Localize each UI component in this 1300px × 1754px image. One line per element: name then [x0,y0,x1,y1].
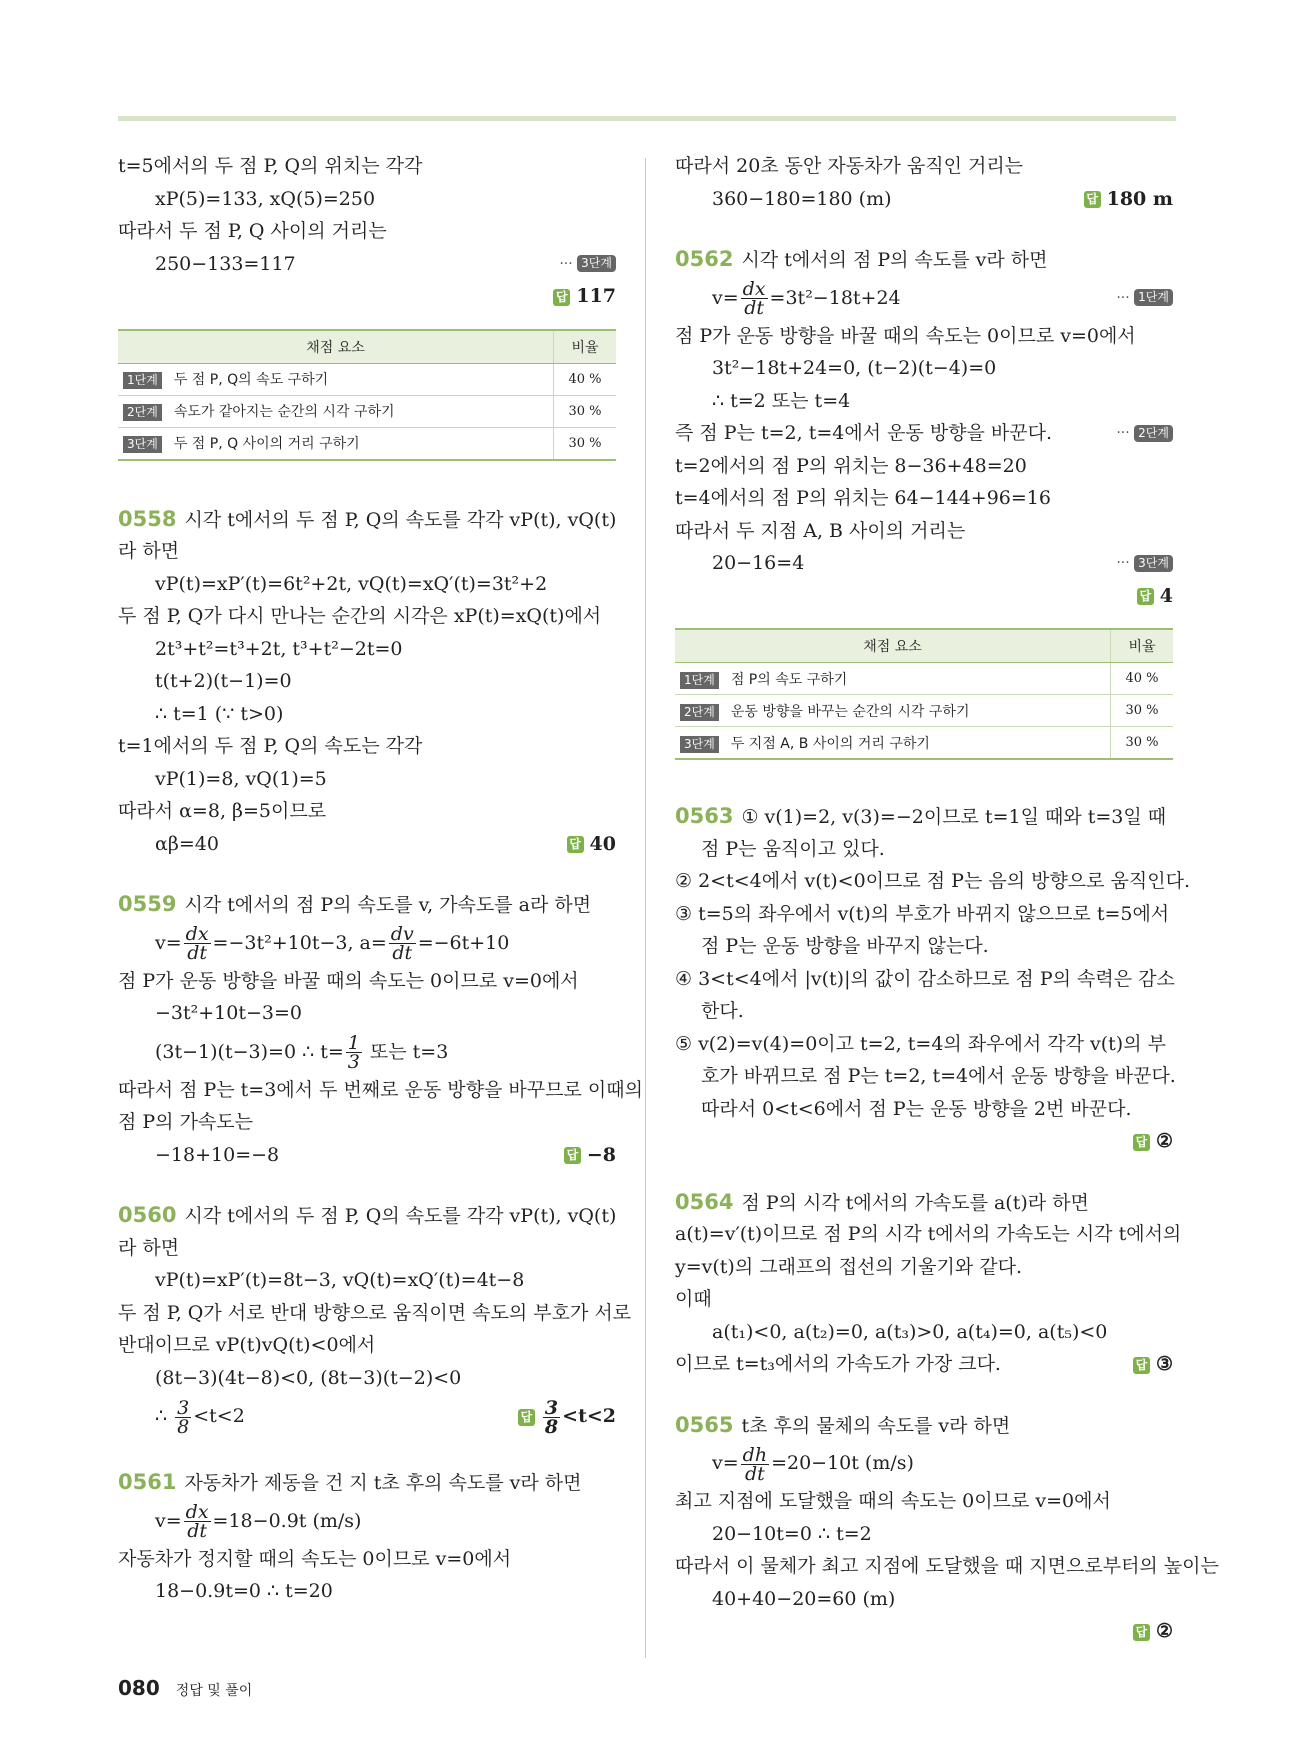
ratio: 30 % [554,395,617,427]
numerator: dh [742,1443,768,1466]
text-line: 호가 바뀌므로 점 P는 t=2, t=4에서 운동 방향을 바꾼다. [701,1065,1176,1087]
problem-562-heading [675,243,1173,276]
math-line [118,1394,616,1438]
denominator: 8 [544,1415,559,1438]
math-line [675,276,1173,320]
table-header [675,629,1173,663]
math-text: ∴ [155,1405,174,1427]
text-line: 따라서 이 물체가 최고 지점에 도달했을 때 지면으로부터의 높이는 [675,1555,1219,1577]
denominator: 3 [347,1051,360,1073]
problem-564-heading [675,1186,1173,1219]
answer-564 [1133,1348,1173,1381]
answer-563 [1133,1125,1173,1158]
problem-number: 0560 [118,1203,177,1227]
text-line: t=2에서의 점 P의 위치는 8−36+48=20 [675,454,1027,477]
problem-number: 0561 [118,1470,177,1494]
text-line: 라 하면 [118,540,180,562]
text-line: 반대이므로 vP(t)vQ(t)<0에서 [118,1334,376,1356]
problem-number: 0559 [118,892,177,916]
problem-563-heading [675,800,1173,833]
criterion: 두 지점 A, B 사이의 거리 구하기 [730,735,930,752]
fraction [741,1443,769,1485]
numerator: 1 [347,1032,360,1054]
text: 즉 점 P는 t=2, t=4에서 운동 방향을 바꾼다. [675,422,1053,444]
step-badge: 2단계 [123,404,162,421]
text-line: 자동차가 정지할 때의 속도는 0이므로 v=0에서 [118,1547,512,1570]
text-line: 두 점 P, Q가 서로 반대 방향으로 움직이면 속도의 부호가 서로 [118,1301,632,1324]
problem-560-heading [118,1199,616,1232]
table-row [118,427,616,460]
step-badge: 1단계 [123,372,162,389]
table-row [675,663,1173,695]
math-text: 20−16=4 [712,552,805,574]
step-marker: ··· 1단계 [1116,276,1173,320]
page-footer [118,1676,252,1700]
denominator: dt [187,1520,207,1542]
step-marker: ··· 3단계 [559,248,616,281]
denominator: dt [392,942,413,964]
math-line: 3t²−18t+24=0, (t−2)(t−4)=0 [712,357,997,379]
text-line: ⑤ v(2)=v(4)=0이고 t=2, t=4의 좌우에서 각각 v(t)의 부 [675,1032,1166,1055]
math-line [118,248,616,281]
fraction [346,1034,362,1071]
answer-mark-icon: 답 [518,1409,535,1426]
header-item: 채점 요소 [118,330,554,364]
answer-value: 180 m [1106,187,1173,210]
column-divider [645,158,646,1658]
answer-line [675,580,1173,613]
numerator: dx [185,923,209,945]
step-badge: 3단계 [123,436,162,453]
text-line: 따라서 20초 동안 자동차가 움직인 거리는 [675,155,1024,177]
text: t초 후의 물체의 속도를 v라 하면 [741,1414,1011,1437]
text-line [675,1348,1173,1381]
answer-line [118,280,616,313]
math-line: 18−0.9t=0 ∴ t=20 [155,1580,333,1602]
math-line [118,921,616,965]
math-line: (8t−3)(4t−8)<0, (8t−3)(t−2)<0 [155,1366,462,1389]
math-line [118,828,616,861]
math-line: vP(1)=8, vQ(1)=5 [155,767,327,790]
step-badge: 1단계 [1134,289,1173,306]
answer-560 [518,1394,616,1438]
numerator: 3 [177,1396,190,1419]
answer-value: <t<2 [562,1405,616,1427]
text-line: 두 점 P, Q가 다시 만나는 순간의 시각은 xP(t)=xQ(t)에서 [118,605,602,627]
text-line: t=1에서의 두 점 P, Q의 속도는 각각 [118,735,423,757]
problem-561-heading [118,1466,616,1499]
answer-mark-icon: 답 [1133,1134,1150,1151]
fraction [184,1503,211,1540]
text-line: 점 P가 운동 방향을 바꿀 때의 속도는 0이므로 v=0에서 [675,324,1136,347]
scoring-table-1 [118,329,616,461]
denominator: dt [187,942,207,964]
math-text: =−3t²+10t−3, a= [212,931,387,954]
answer-561 [1084,183,1173,216]
table-header [118,330,616,364]
step-marker: ··· 2단계 [1116,417,1173,450]
text: 시각 t에서의 두 점 P, Q의 속도를 각각 vP(t), vQ(t) [184,508,617,531]
text: 시각 t에서의 점 P의 속도를 v, 가속도를 a라 하면 [184,894,592,916]
answer-557 [553,280,616,313]
math-text: =3t²−18t+24 [769,286,901,309]
math-text: v= [155,1509,182,1532]
text-line: t=5에서의 두 점 P, Q의 위치는 각각 [118,155,423,177]
ratio: 30 % [554,427,617,460]
math-line [675,547,1173,580]
math-text: v= [712,1452,739,1474]
answer-565 [1133,1615,1173,1648]
math-text: 360−180=180 (m) [712,187,892,210]
answer-559 [564,1139,616,1172]
text-line: 따라서 두 지점 A, B 사이의 거리는 [675,519,966,542]
math-line: ∴ t=1 (∵ t>0) [155,702,284,725]
math-line: 20−10t=0 ∴ t=2 [712,1522,872,1545]
text: 점 P의 시각 t에서의 가속도를 a(t)라 하면 [741,1191,1089,1214]
math-line [118,1030,616,1074]
step-marker: ··· 3단계 [1116,547,1173,580]
text-line: a(t)=v′(t)이므로 점 P의 시각 t에서의 가속도는 시각 t에서의 [675,1223,1182,1245]
text-line: 점 P가 운동 방향을 바꿀 때의 속도는 0이므로 v=0에서 [118,969,579,992]
text-line: 점 P는 움직이고 있다. [701,837,885,860]
criterion: 속도가 같아지는 순간의 시각 구하기 [173,404,395,420]
math-line: vP(t)=xP′(t)=8t−3, vQ(t)=xQ′(t)=4t−8 [155,1269,525,1291]
header-ratio: 비율 [554,330,617,364]
ratio: 30 % [1111,695,1174,727]
step-badge: 2단계 [680,704,719,721]
math-line [675,1441,1173,1485]
answer-line [675,1125,1173,1158]
text-line: 점 P는 운동 방향을 바꾸지 않는다. [701,935,989,957]
text-line: 따라서 두 점 P, Q 사이의 거리는 [118,220,387,242]
answer-value: ② [1155,1130,1173,1152]
numerator: 3 [544,1396,559,1419]
math-text: =20−10t (m/s) [771,1452,914,1474]
answer-mark-icon: 답 [1133,1624,1150,1641]
math-line: vP(t)=xP′(t)=6t²+2t, vQ(t)=xQ′(t)=3t²+2 [155,572,548,595]
answer-mark-icon: 답 [564,1147,581,1164]
problem-559-heading [118,888,616,921]
text: 이므로 t=t₃에서의 가속도가 가장 크다. [675,1353,1001,1375]
table-row [675,695,1173,727]
answer-value: −8 [586,1143,616,1166]
text-line: 따라서 점 P는 t=3에서 두 번째로 운동 방향을 바꾸므로 이때의 [118,1078,643,1101]
step-badge: 1단계 [680,672,719,689]
criterion: 점 P의 속도 구하기 [730,671,848,688]
math-text: =−6t+10 [417,931,510,954]
text-line: t=4에서의 점 P의 위치는 64−144+96=16 [675,487,1051,509]
math-line [118,1139,616,1172]
answer-mark-icon: 답 [1133,1357,1150,1374]
math-line [675,183,1173,216]
math-line: ∴ t=2 또는 t=4 [712,389,851,412]
step-badge: 3단계 [680,736,719,753]
criterion: 운동 방향을 바꾸는 순간의 시각 구하기 [730,703,970,720]
answer-mark-icon: 답 [567,836,584,853]
problem-number: 0564 [675,1189,734,1214]
problem-number: 0562 [675,247,734,271]
answer-value: 117 [576,285,616,307]
problem-number: 0563 [675,804,734,828]
answer-value: 4 [1159,584,1173,607]
math-text: −18+10=−8 [155,1143,280,1166]
text-line: 따라서 0<t<6에서 점 P는 운동 방향을 2번 바꾼다. [701,1097,1132,1120]
math-text: v= [155,931,182,954]
ratio: 30 % [1111,727,1174,760]
problem-565-heading [675,1409,1173,1442]
numerator: dx [742,278,766,300]
text-line [675,417,1173,450]
step-badge: 3단계 [1134,555,1173,572]
text: 시각 t에서의 점 P의 속도를 v라 하면 [741,249,1048,271]
denominator: dt [744,297,764,319]
answer-562 [1137,580,1173,613]
denominator: 8 [177,1415,190,1438]
math-text: =18−0.9t (m/s) [212,1509,362,1532]
table-row [118,395,616,427]
criterion: 두 점 P, Q 사이의 거리 구하기 [173,436,360,452]
text-line: ② 2<t<4에서 v(t)<0이므로 점 P는 음의 방향으로 움직인다. [675,870,1191,892]
math-line [118,1499,616,1543]
ratio: 40 % [554,363,617,395]
text-line: y=v(t)의 그래프의 접선의 기울기와 같다. [675,1255,1023,1278]
math-line: 40+40−20=60 (m) [712,1587,896,1610]
top-rule [118,116,1176,121]
table-row [675,727,1173,760]
math-text: 또는 t=3 [363,1040,449,1063]
text-line: 라 하면 [118,1236,180,1259]
math-line: t(t+2)(t−1)=0 [155,670,292,692]
fraction [184,925,211,962]
text: 시각 t에서의 두 점 P, Q의 속도를 각각 vP(t), vQ(t) [184,1205,617,1227]
math-text: v= [712,286,739,309]
problem-number: 0565 [675,1412,734,1437]
math-text: <t<2 [193,1405,245,1427]
header-item: 채점 요소 [675,629,1111,663]
math-text: αβ=40 [155,832,219,855]
text-line: 최고 지점에 도달했을 때의 속도는 0이므로 v=0에서 [675,1490,1111,1512]
criterion: 두 점 P, Q의 속도 구하기 [173,372,329,388]
math-line: −3t²+10t−3=0 [155,1002,303,1024]
math-text: 250−133=117 [155,252,296,275]
text-line: ④ 3<t<4에서 |v(t)|의 값이 감소하므로 점 P의 속력은 감소 [675,967,1175,990]
answer-mark-icon: 답 [1137,588,1154,605]
text-line: 따라서 α=8, β=5이므로 [118,800,327,822]
math-line: a(t₁)<0, a(t₂)=0, a(t₃)>0, a(t₄)=0, a(t₅)<0 [712,1320,1108,1343]
step-badge: 3단계 [577,255,616,272]
text-line: 점 P의 가속도는 [118,1111,253,1133]
answer-value: ③ [1155,1353,1173,1375]
problem-number: 0558 [118,506,177,531]
numerator: dx [185,1501,209,1523]
page-number: 080 [118,1676,160,1700]
fraction [389,925,416,962]
fraction [741,280,768,317]
right-column [675,150,1219,1648]
text-line: 한다. [701,1000,744,1022]
text-line: 이때 [675,1288,712,1310]
denominator: dt [744,1462,765,1485]
step-badge: 2단계 [1134,425,1173,442]
text: 자동차가 제동을 건 지 t초 후의 속도를 v라 하면 [184,1472,582,1494]
footer-label: 정답 및 풀이 [175,1683,253,1699]
ratio: 40 % [1111,663,1174,695]
answer-mark-icon: 답 [1084,191,1101,208]
header-ratio: 비율 [1111,629,1174,663]
numerator: dv [390,923,414,945]
answer-mark-icon: 답 [553,289,570,306]
text: ① v(1)=2, v(3)=−2이므로 t=1일 때와 t=3일 때 [741,806,1167,828]
answer-line [675,1615,1173,1648]
problem-558-heading [118,503,616,536]
math-line: 2t³+t²=t³+2t, t³+t²−2t=0 [155,637,403,660]
fraction [543,1396,560,1438]
scoring-table-2 [675,628,1173,760]
text-line: ③ t=5의 좌우에서 v(t)의 부호가 바뀌지 않으므로 t=5에서 [675,902,1170,925]
math-text: (3t−1)(t−3)=0 ∴ t= [155,1040,344,1063]
left-column [118,150,643,1608]
answer-558 [567,828,616,861]
math-line: xP(5)=133, xQ(5)=250 [155,187,376,210]
answer-value: ② [1155,1620,1173,1642]
table-row [118,363,616,395]
fraction [175,1396,191,1438]
answer-value: 40 [589,832,616,855]
